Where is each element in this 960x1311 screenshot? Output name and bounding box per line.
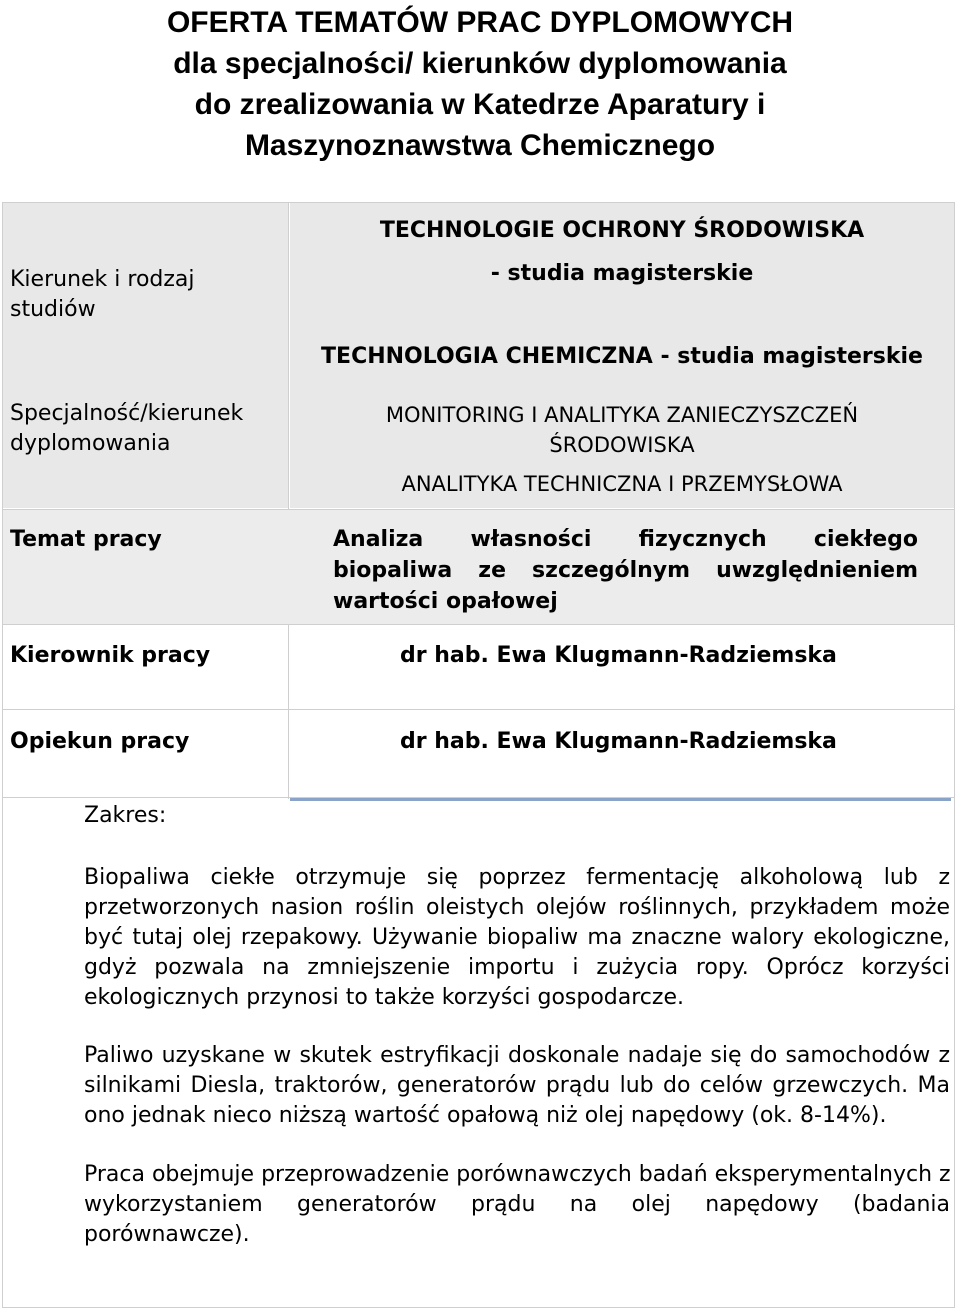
row-divider xyxy=(2,624,955,625)
zakres-paragraph-3: Praca obejmuje przeprowadzenie porównawczych badań eksperymentalnych z wykorzystaniem generatorów prądu na olej napędowy (badania porównawcze). xyxy=(84,1162,951,1247)
kierunek-value-3: TECHNOLOGIA CHEMICZNA - studia magisterskie xyxy=(321,344,923,369)
kierownik-value: dr hab. Ewa Klugmann-Radziemska xyxy=(400,643,837,668)
temat-label: Temat pracy xyxy=(10,527,162,552)
opiekun-label: Opiekun pracy xyxy=(10,729,190,754)
document-title xyxy=(0,2,960,166)
row-divider xyxy=(2,509,955,510)
kierownik-label: Kierownik pracy xyxy=(10,643,211,668)
specjalnosc-value-1: MONITORING I ANALITYKA ZANIECZYSZCZEŃ ŚRODOWISKA xyxy=(385,403,859,457)
kierunek-label: Kierunek i rodzaj studiów xyxy=(10,267,195,322)
column-divider xyxy=(288,625,289,799)
zakres-label: Zakres: xyxy=(84,803,167,828)
opiekun-value: dr hab. Ewa Klugmann-Radziemska xyxy=(400,729,837,754)
specjalnosc-label: Specjalność/kierunek dyplomowania xyxy=(10,401,244,456)
specjalnosc-value-2: ANALITYKA TECHNICZNA I PRZEMYSŁOWA xyxy=(401,472,843,496)
row-divider xyxy=(2,709,955,710)
title-line: OFERTA TEMATÓW PRAC DYPLOMOWYCH xyxy=(166,6,794,39)
title-line: do zrealizowania w Katedrze Aparatury i xyxy=(194,88,766,121)
title-line: dla specjalności/ kierunków dyplomowania xyxy=(173,47,787,80)
temat-value: Analiza własności fizycznych ciekłego biopaliwa ze szczególnym uwzględnieniem wartości opałowej xyxy=(333,527,918,614)
title-line: Maszynoznawstwa Chemicznego xyxy=(244,129,716,162)
zakres-paragraph-1: Biopaliwa ciekłe otrzymuje się poprzez fermentację alkoholową lub z przetworzonych nasion roślin oleistych olejów roślinnych, przykładem może być tutaj olej rzepakowy. Używanie biopaliw ma znaczne walory ekologiczne, gdyż pozwala na zmniejszenie importu i zużycia ropy. Oprócz korzyści ekologicznych przynosi to także korzyści gospodarcze. xyxy=(84,865,950,1010)
column-divider xyxy=(288,202,289,509)
kierunek-value-1: TECHNOLOGIE OCHRONY ŚRODOWISKA xyxy=(379,218,865,243)
label-column-background xyxy=(3,203,288,508)
zakres-paragraph-2: Paliwo uzyskane w skutek estryfikacji doskonale nadaje się do samochodów z silnikami Diesla, traktorów, generatorów prądu lub do celów grzewczych. Ma ono jednak nieco niższą wartość opałową niż olej napędowy (ok. 8-14%). xyxy=(84,1043,950,1128)
kierunek-value-2: - studia magisterskie xyxy=(490,261,754,286)
separator-line xyxy=(290,798,951,801)
